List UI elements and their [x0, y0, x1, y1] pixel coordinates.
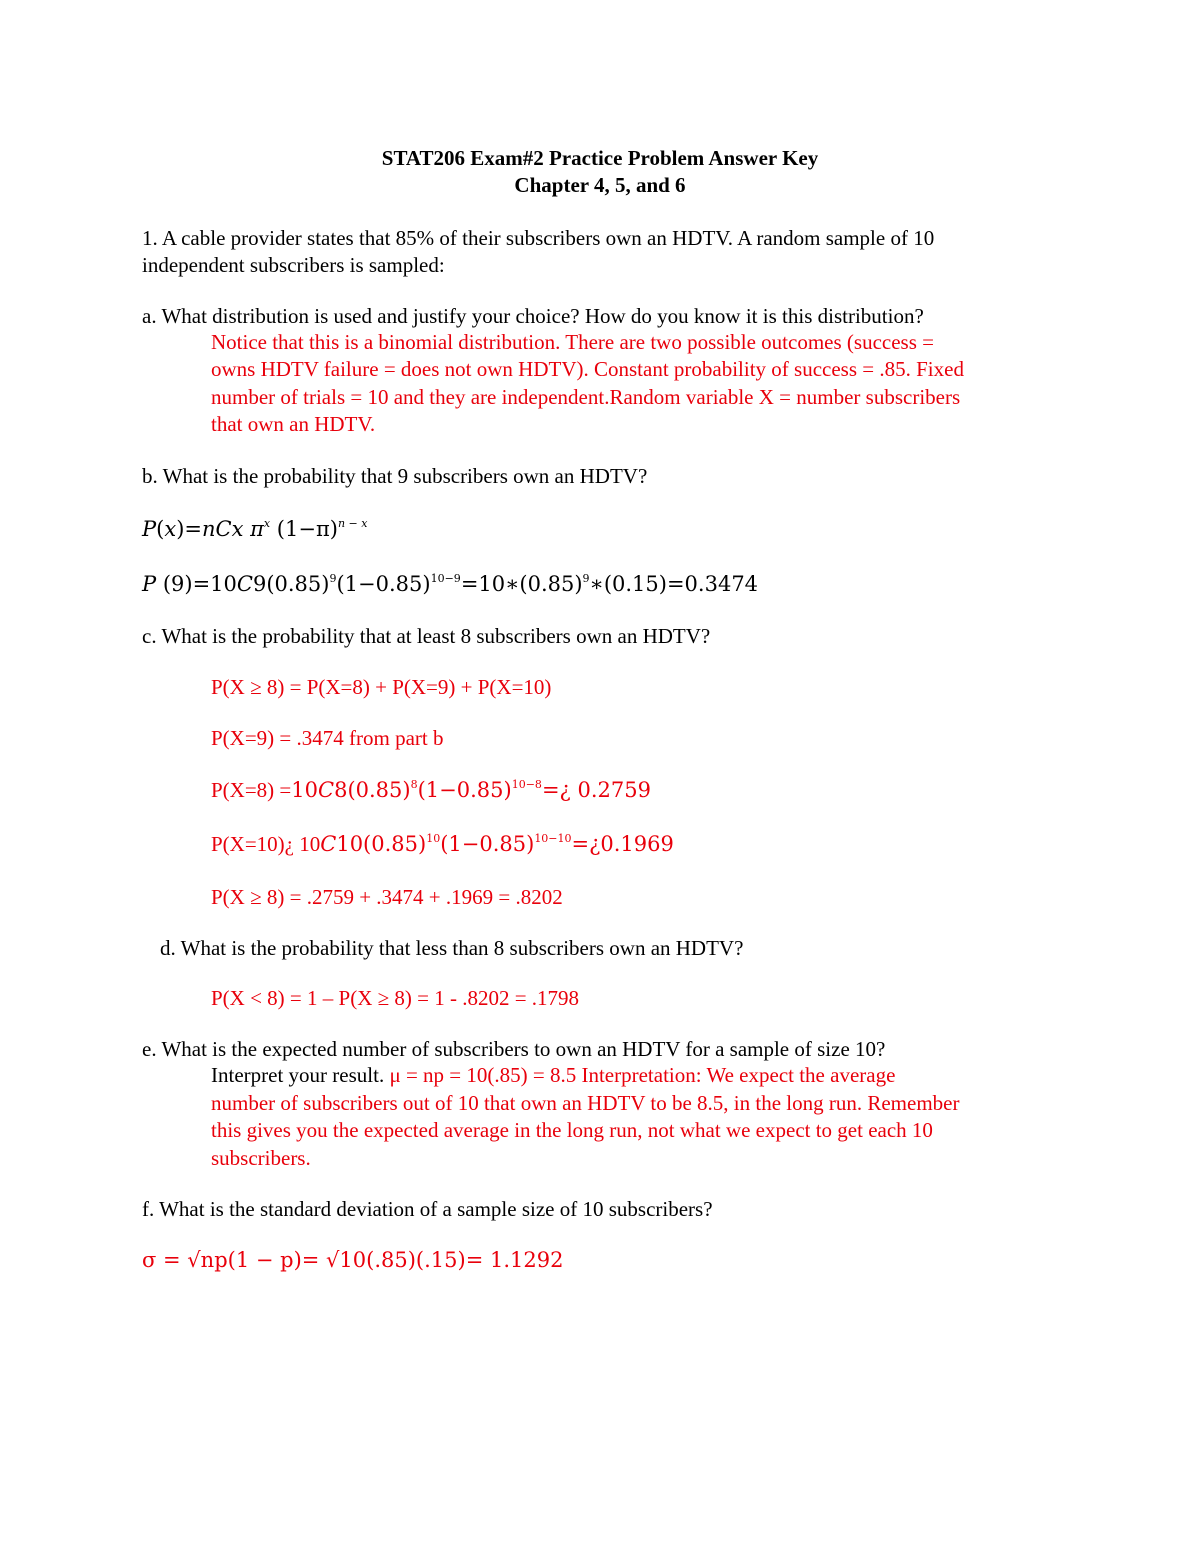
answer-a-line-2: owns HDTV failure = does not own HDTV). Constant probability of success = .85. Fixed [211, 357, 964, 381]
document-subtitle: Chapter 4, 5, and 6 [514, 173, 686, 197]
answer-a-line-4: that own an HDTV. [211, 412, 376, 436]
answer-a-line-1: Notice that this is a binomial distribution. There are two possible outcomes (success = [211, 330, 934, 354]
answer-e-line-2: number of subscribers out of 10 that own an HDTV to be 8.5, in the long run. Remember [211, 1091, 960, 1115]
question-f: f. What is the standard deviation of a sample size of 10 subscribers? [142, 1197, 713, 1221]
answer-e-line-1: Interpret your result. μ = np = 10(.85) = 8.5 Interpretation: We expect the average [211, 1063, 896, 1087]
answer-c-line-1: P(X ≥ 8) = P(X=8) + P(X=9) + P(X=10) [211, 675, 552, 699]
question-c: c. What is the probability that at least 8 subscribers own an HDTV? [142, 624, 711, 648]
binomial-formula-general: P(x)=nCx $\pi^x$ $(1-\pi)^{n - x}$ [142, 517, 368, 541]
answer-c-line-4: P(X=10)¿ $10C10(0.85)^{10}(1-0.85)^{10-10}=¿0.1969$ [211, 832, 674, 856]
problem-statement-line-2: independent subscribers is sampled: [142, 253, 445, 277]
answer-d: P(X < 8) = 1 – P(X ≥ 8) = 1 - .8202 = .1798 [211, 986, 580, 1010]
answer-e-line-3: this gives you the expected average in the long run, not what we expect to get each 10 [211, 1118, 933, 1142]
answer-c-line-3: $P(X=8) =10C8(0.85)^8(1-0.85)^{10-8}=¿$ 0.2759 [211, 778, 651, 802]
question-a: a. What distribution is used and justify your choice? How do you know it is this distribution? [142, 304, 924, 328]
question-d: d. What is the probability that less than 8 subscribers own an HDTV? [160, 936, 744, 960]
answer-e-line-4: subscribers. [211, 1146, 311, 1170]
question-b: b. What is the probability that 9 subscribers own an HDTV? [142, 464, 648, 488]
problem-statement-line-1: 1. A cable provider states that 85% of their subscribers own an HDTV. A random sample of 10 [142, 226, 935, 250]
answer-a-line-3: number of trials = 10 and they are independent.Random variable X = number subscribers [211, 385, 961, 409]
document-title: STAT206 Exam#2 Practice Problem Answer Key [381, 146, 819, 170]
answer-c-line-2: P(X=9) = .3474 from part b [211, 726, 444, 750]
answer-c-line-5: P(X ≥ 8) = .2759 + .3474 + .1969 = .8202 [211, 885, 563, 909]
question-e: e. What is the expected number of subscribers to own an HDTV for a sample of size 10? [142, 1037, 886, 1061]
binomial-calculation-b: P $(9)=10C9(0.85)^9(1-0.85)^{10-9}=10∗(0.85)^9∗(0.15)=0.3474$ [142, 572, 759, 596]
answer-f: σ = √np(1 − p)= √10(.85)(.15)= 1.1292 [142, 1248, 564, 1272]
